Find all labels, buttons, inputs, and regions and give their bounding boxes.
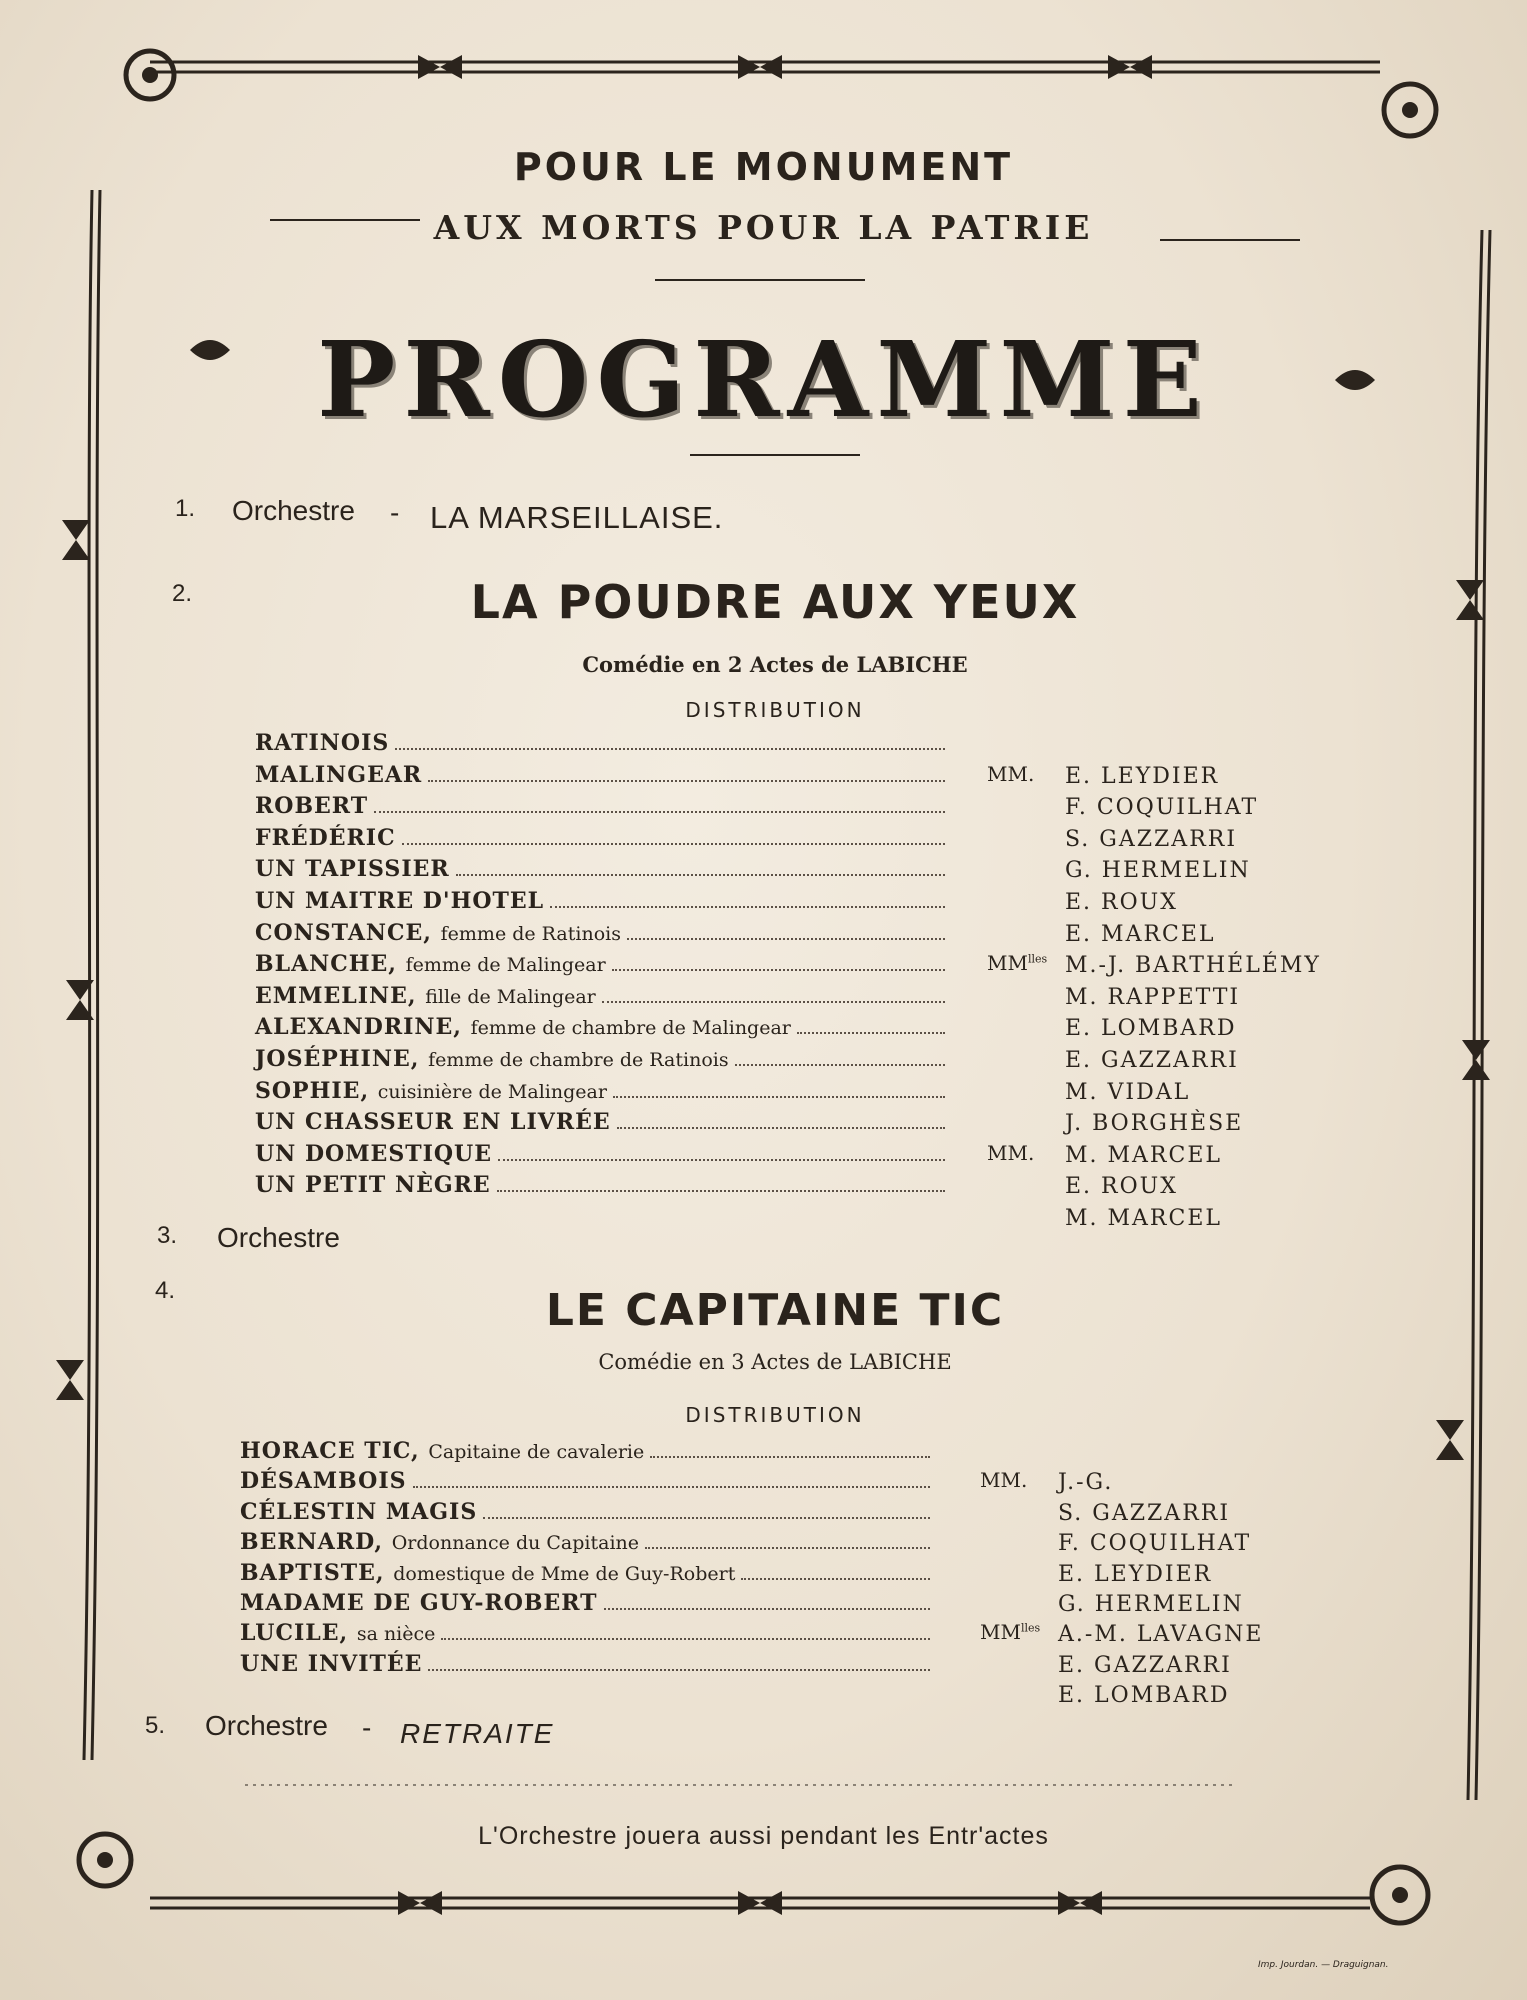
- cast-role: [240, 1529, 639, 1555]
- cast-prefix: $MM^{lles}$: [980, 1620, 1041, 1645]
- cast-role: [255, 1109, 611, 1135]
- role-description: domestique de Mme de Guy-Robert: [393, 1562, 736, 1585]
- header-line-1: POUR LE MONUMENT: [513, 145, 1014, 189]
- dot-leader: [602, 1001, 945, 1003]
- cast-prefix: MM.: [980, 1468, 1028, 1493]
- actor-name: M. VIDAL: [1065, 1079, 1191, 1105]
- dot-leader: [428, 1669, 930, 1671]
- role-name: ROBERT: [255, 793, 369, 820]
- cast-prefix: MM.: [987, 761, 1035, 786]
- dot-leader: [428, 780, 945, 782]
- role-name: MADAME DE GUY-ROBERT: [240, 1590, 598, 1616]
- actor-name: M.-J. BARTHÉLÉMY: [1065, 953, 1321, 979]
- actor-name: M. MARCEL: [1065, 1142, 1222, 1168]
- cast-row: [240, 1468, 1360, 1500]
- role-name: UNE INVITÉE: [240, 1650, 423, 1677]
- cast-role: [240, 1560, 735, 1586]
- item-1-dash: -: [390, 497, 400, 528]
- cast-role: [255, 888, 544, 914]
- cast-row: [255, 856, 1375, 888]
- dot-leader: [604, 1608, 930, 1610]
- item-1-number: 1.: [175, 495, 196, 522]
- play-2-distribution-label: DISTRIBUTION: [685, 1403, 865, 1427]
- role-description: femme de Ratinois: [440, 922, 621, 945]
- actor-name: A.-M. LAVAGNE: [1058, 1622, 1264, 1648]
- dot-leader: [735, 1064, 945, 1066]
- actor-name: M. MARCEL: [1065, 1206, 1222, 1231]
- dot-leader: [441, 1638, 930, 1640]
- actor-name: E. ROUX: [1065, 1174, 1178, 1200]
- item-5-label: Orchestre: [205, 1710, 328, 1741]
- cast-role: [255, 730, 389, 756]
- role-name: EMMELINE,: [255, 982, 417, 1009]
- role-name: LUCILE,: [240, 1620, 349, 1647]
- actor-name: G. HERMELIN: [1058, 1592, 1244, 1617]
- printer-imprint: Imp. Jourdan. — Draguignan.: [1258, 1960, 1389, 1970]
- dot-leader: [413, 1486, 930, 1488]
- cast-row: [240, 1681, 1360, 1713]
- cast-row: [255, 793, 1375, 825]
- item-3-label: Orchestre: [217, 1222, 340, 1253]
- actor-name: E. GAZZARRI: [1058, 1652, 1232, 1678]
- cast-role: [255, 1141, 492, 1167]
- dot-leader: [456, 874, 945, 876]
- cast-row: [255, 1204, 1375, 1236]
- dot-leader: [612, 969, 945, 971]
- dot-leader: [550, 906, 945, 908]
- play-1-title: LA POUDRE AUX YEUX: [470, 575, 1080, 629]
- cast-role: [255, 762, 422, 788]
- actor-name: J. BORGHÈSE: [1065, 1111, 1244, 1137]
- cast-role: [255, 1078, 607, 1104]
- cast-row: [255, 983, 1375, 1015]
- role-name: RATINOIS: [255, 730, 390, 756]
- cast-role: [255, 920, 621, 946]
- dot-leader: [374, 811, 945, 813]
- cast-row: [255, 951, 1375, 983]
- dot-leader: [402, 843, 945, 845]
- dot-leader: [395, 748, 945, 750]
- cast-role: [240, 1590, 598, 1616]
- role-name: SOPHIE,: [255, 1077, 370, 1104]
- item-5-dash: -: [362, 1712, 372, 1743]
- actor-name: E. MARCEL: [1065, 921, 1216, 947]
- actor-name: F. COQUILHAT: [1065, 795, 1259, 821]
- actor-name: F. COQUILHAT: [1058, 1531, 1252, 1557]
- cast-row: [240, 1499, 1360, 1531]
- cast-row: [255, 888, 1375, 920]
- cast-row: [255, 1046, 1375, 1078]
- footer-note: L'Orchestre jouera aussi pendant les Entr'actes: [478, 1822, 1049, 1850]
- role-name: JOSÉPHINE,: [255, 1046, 420, 1072]
- cast-row: [255, 762, 1375, 794]
- cast-row: [240, 1590, 1360, 1622]
- cast-role: [255, 983, 596, 1009]
- dot-leader: [741, 1578, 930, 1580]
- cast-role: [240, 1438, 644, 1464]
- dot-leader: [617, 1127, 945, 1129]
- dot-leader: [613, 1096, 945, 1098]
- actor-name: S. GAZZARRI: [1058, 1500, 1231, 1526]
- cast-role: [255, 1046, 729, 1072]
- actor-name: S. GAZZARRI: [1065, 826, 1238, 852]
- actor-name: E. GAZZARRI: [1065, 1048, 1239, 1073]
- play-1-subtitle: Comédie en 2 Actes de LABICHE: [582, 652, 968, 677]
- role-name: BERNARD,: [240, 1529, 384, 1556]
- cast-row: [255, 1078, 1375, 1110]
- item-3-number: 3.: [157, 1222, 178, 1249]
- cast-prefix: $MM^{lles}$: [987, 951, 1048, 976]
- cast-row: [240, 1438, 1360, 1470]
- role-description: cuisinière de Malingear: [377, 1080, 607, 1103]
- cast-row: [255, 1014, 1375, 1046]
- role-description: fille de Malingear: [425, 985, 596, 1008]
- role-name: UN PETIT NÈGRE: [255, 1172, 491, 1199]
- header-line-2: AUX MORTS POUR LA PATRIE: [433, 208, 1094, 247]
- cast-row: [255, 1109, 1375, 1141]
- item-2-number: 2.: [172, 580, 193, 607]
- item-5-number: 5.: [145, 1712, 166, 1739]
- role-description: sa nièce: [356, 1623, 436, 1646]
- cast-role: [240, 1499, 477, 1525]
- dot-leader: [650, 1456, 930, 1458]
- cast-row: [255, 920, 1375, 952]
- role-name: BAPTISTE,: [240, 1559, 385, 1586]
- actor-name: E. LOMBARD: [1058, 1683, 1230, 1709]
- actor-name: M. RAPPETTI: [1065, 984, 1241, 1010]
- cast-prefix: MM.: [987, 1140, 1035, 1165]
- dot-leader: [497, 1190, 945, 1192]
- item-1-label: Orchestre: [232, 495, 355, 526]
- role-name: UN DOMESTIQUE: [255, 1140, 492, 1167]
- role-description: femme de Malingear: [405, 954, 606, 977]
- role-name: BLANCHE,: [255, 951, 397, 978]
- actor-name: E. LEYDIER: [1065, 763, 1220, 789]
- role-description: Ordonnance du Capitaine: [391, 1532, 640, 1555]
- cast-role: [255, 856, 450, 882]
- cast-row: [255, 1141, 1375, 1173]
- actor-name: E. ROUX: [1065, 890, 1178, 915]
- role-name: HORACE TIC,: [240, 1438, 420, 1464]
- cast-role: [255, 1014, 791, 1040]
- item-1-piece: LA MARSEILLAISE.: [430, 500, 724, 535]
- item-4-number: 4.: [155, 1277, 176, 1304]
- dot-leader: [797, 1032, 945, 1034]
- dot-leader: [645, 1547, 930, 1549]
- cast-row: [255, 1172, 1375, 1204]
- role-name: UN MAITRE D'HOTEL: [255, 888, 545, 914]
- role-description: femme de chambre de Ratinois: [428, 1049, 729, 1071]
- role-name: CONSTANCE,: [255, 919, 432, 946]
- role-description: femme de chambre de Malingear: [470, 1017, 791, 1040]
- cast-role: [255, 951, 606, 977]
- cast-role: [255, 825, 396, 851]
- role-name: UN CHASSEUR EN LIVRÉE: [255, 1109, 611, 1136]
- dot-leader: [627, 938, 945, 940]
- actor-name: J.-G.: [1058, 1470, 1114, 1496]
- cast-row: [240, 1529, 1360, 1561]
- play-1-distribution-label: DISTRIBUTION: [685, 698, 865, 722]
- cast-row: [255, 825, 1375, 857]
- item-5-piece: RETRAITE: [400, 1718, 555, 1749]
- role-name: MALINGEAR: [255, 761, 423, 788]
- cast-row: [240, 1620, 1360, 1652]
- role-name: UN TAPISSIER: [255, 856, 450, 883]
- actor-name: E. LOMBARD: [1065, 1016, 1237, 1042]
- cast-role: [255, 1172, 491, 1198]
- cast-row: [255, 730, 1375, 762]
- actor-name: E. LEYDIER: [1058, 1561, 1213, 1587]
- play-2-title: LE CAPITAINE TIC: [545, 1285, 1005, 1336]
- role-description: Capitaine de cavalerie: [428, 1441, 645, 1463]
- cast-role: [255, 793, 368, 819]
- role-name: ALEXANDRINE,: [255, 1014, 462, 1041]
- cast-role: [240, 1651, 422, 1677]
- play-2-subtitle: Comédie en 3 Actes de LABICHE: [598, 1350, 952, 1374]
- cast-row: [240, 1651, 1360, 1683]
- page-title: PROGRAMME: [317, 318, 1210, 441]
- dot-leader: [498, 1159, 945, 1161]
- actor-name: G. HERMELIN: [1065, 858, 1251, 884]
- cast-role: [240, 1468, 407, 1494]
- cast-row: [240, 1560, 1360, 1592]
- role-name: CÉLESTIN MAGIS: [240, 1498, 478, 1525]
- role-name: FRÉDÉRIC: [255, 824, 396, 851]
- cast-role: [240, 1620, 435, 1646]
- role-name: DÉSAMBOIS: [240, 1468, 407, 1495]
- dot-leader: [483, 1517, 930, 1519]
